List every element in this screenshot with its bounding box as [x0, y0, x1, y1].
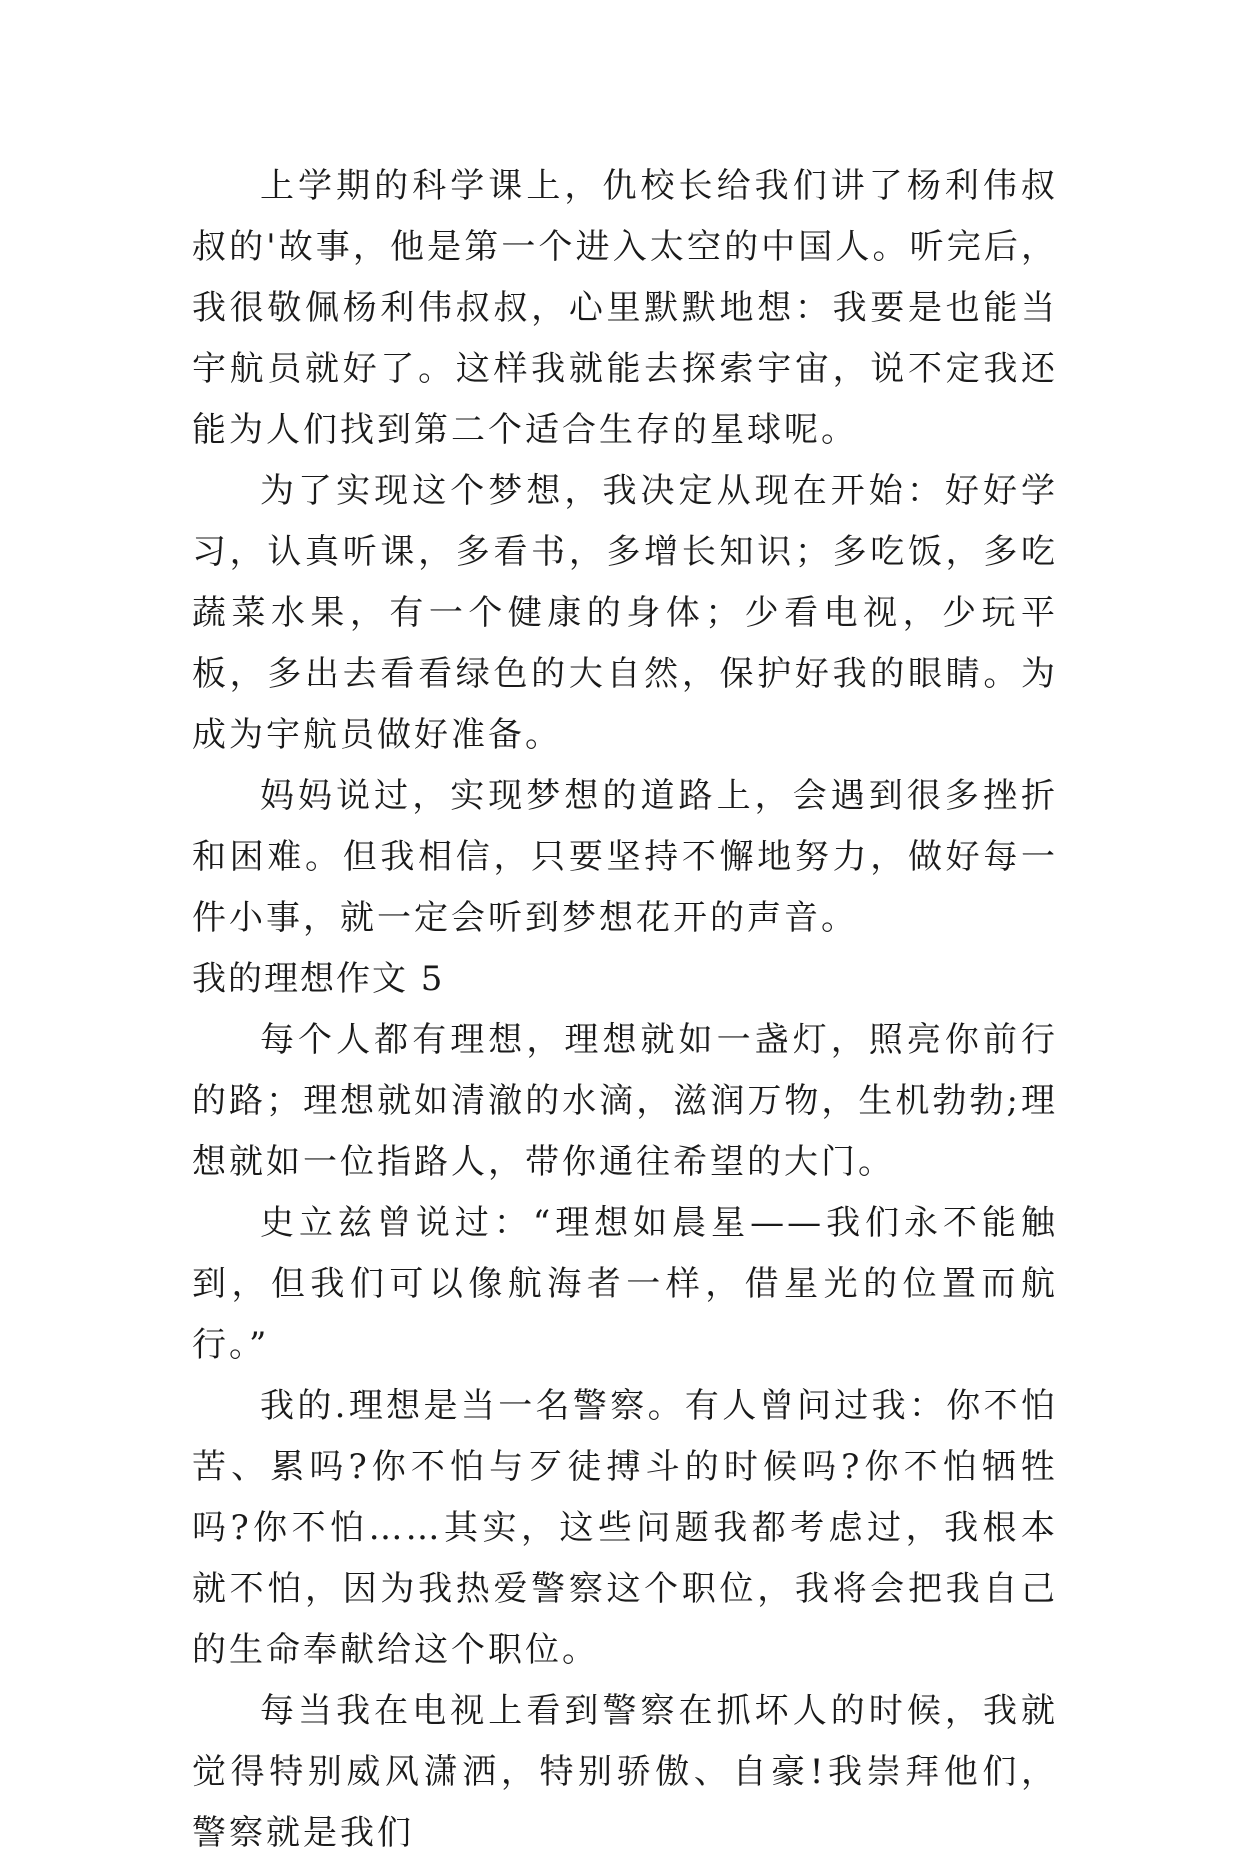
paragraph-ideal-metaphor: 每个人都有理想，理想就如一盏灯，照亮你前行的路；理想就如清澈的水滴，滋润万物，生机勃勃;理想就如一位指路人，带你通往希望的大门。 — [192, 1020, 1058, 1182]
paragraph-preparation-plan: 为了实现这个梦想，我决定从现在开始：好好学习，认真听课，多看书，多增长知识；多吃饭，多吃蔬菜水果，有一个健康的身体；少看电视，少玩平板，多出去看看绿色的大自然，保护好我的眼睛。为成为宇航员做好准备。 — [192, 471, 1058, 755]
paragraph-quote: 史立兹曾说过：“理想如晨星——我们永不能触到，但我们可以像航海者一样，借星光的位置而航行。” — [192, 1203, 1058, 1365]
paragraph-astronaut-story: 上学期的科学课上，仇校长给我们讲了杨利伟叔叔的'故事，他是第一个进入太空的中国人。听完后，我很敬佩杨利伟叔叔，心里默默地想：我要是也能当宇航员就好了。这样我就能去探索宇宙，说不定我还能为人们找到第二个适合生存的星球呢。 — [192, 166, 1058, 450]
paragraph-police-admiration: 每当我在电视上看到警察在抓坏人的时候，我就觉得特别威风潇洒，特别骄傲、自豪!我崇拜他们，警察就是我们 — [192, 1691, 1058, 1853]
essay-heading: 我的理想作文 5 — [192, 959, 445, 999]
paragraph-mother-advice: 妈妈说过，实现梦想的道路上，会遇到很多挫折和困难。但我相信，只要坚持不懈地努力，做好每一件小事，就一定会听到梦想花开的声音。 — [192, 776, 1058, 938]
paragraph-police-ideal: 我的.理想是当一名警察。有人曾问过我：你不怕苦、累吗?你不怕与歹徒搏斗的时候吗?你不怕牺牲吗?你不怕……其实，这些问题我都考虑过，我根本就不怕，因为我热爱警察这个职位，我将会把我自己的生命奉献给这个职位。 — [192, 1386, 1058, 1670]
document-body — [192, 156, 1058, 1864]
